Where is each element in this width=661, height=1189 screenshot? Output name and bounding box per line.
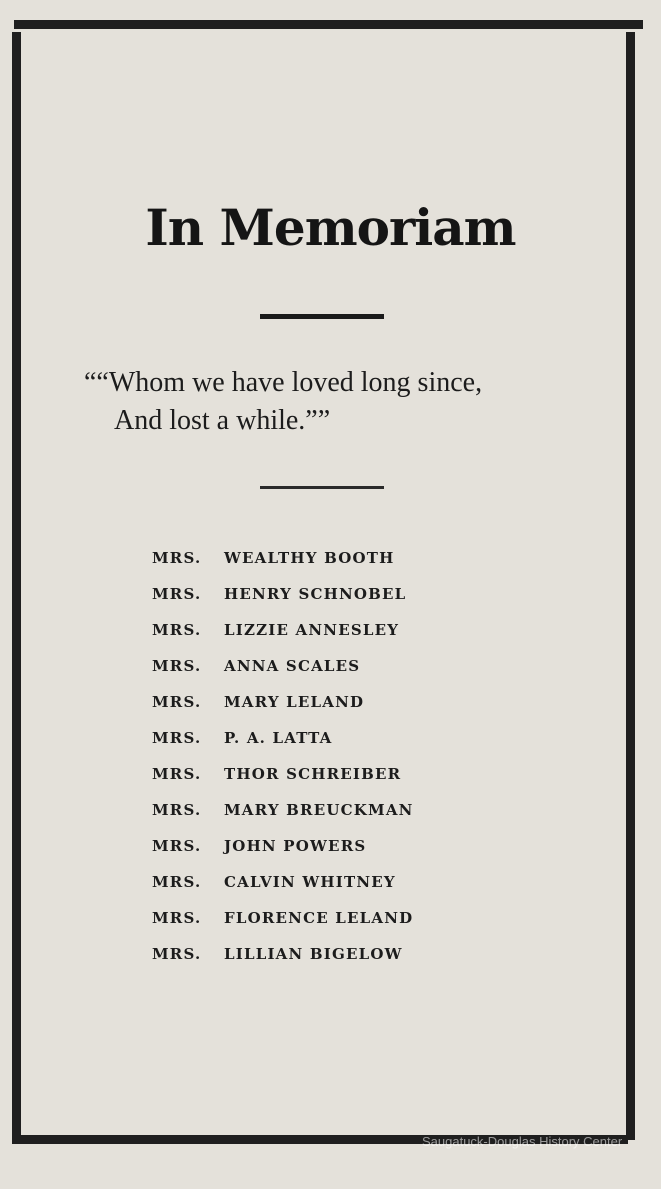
epigraph-line-1: ““Whom we have loved long since,: [84, 367, 483, 398]
member-name: ANNA SCALES: [224, 657, 361, 675]
list-item: [152, 796, 552, 832]
list-item: [152, 904, 552, 940]
honorific: MRS.: [152, 801, 202, 819]
member-name: LILLIAN BIGELOW: [224, 945, 403, 963]
list-item: [152, 760, 552, 796]
member-name: CALVIN WHITNEY: [224, 873, 396, 891]
honorific: MRS.: [152, 945, 202, 963]
list-item: [152, 544, 552, 580]
honorific: MRS.: [152, 621, 202, 639]
border-top: [14, 20, 643, 29]
honorific: MRS.: [152, 729, 202, 747]
list-item: [152, 580, 552, 616]
honorific: MRS.: [152, 909, 202, 927]
page-title: In Memoriam: [145, 198, 516, 257]
honorific: MRS.: [152, 837, 202, 855]
honorific: MRS.: [152, 693, 202, 711]
list-item: [152, 940, 552, 976]
honorific: MRS.: [152, 657, 202, 675]
member-name: MARY BREUCKMAN: [224, 801, 414, 819]
honorific: MRS.: [152, 873, 202, 891]
member-name: P. A. LATTA: [224, 729, 333, 747]
list-item: [152, 616, 552, 652]
list-item: [152, 868, 552, 904]
honorific: MRS.: [152, 765, 202, 783]
title-divider: [260, 314, 384, 319]
honorific: MRS.: [152, 585, 202, 603]
member-name: LIZZIE ANNESLEY: [224, 621, 400, 639]
member-name: WEALTHY BOOTH: [224, 549, 395, 567]
list-item: [152, 652, 552, 688]
member-name: MARY LELAND: [224, 693, 365, 711]
member-name: JOHN POWERS: [224, 837, 367, 855]
member-name: THOR SCHREIBER: [224, 765, 402, 783]
list-item: [152, 724, 552, 760]
list-item: [152, 688, 552, 724]
member-name: FLORENCE LELAND: [224, 909, 414, 927]
epigraph-line-2: And lost a while.””: [114, 405, 331, 436]
watermark: Saugatuck-Douglas History Center: [422, 1134, 623, 1149]
epigraph: [84, 364, 604, 440]
member-name: HENRY SCHNOBEL: [224, 585, 407, 603]
names-list: [152, 544, 552, 976]
quote-divider: [260, 486, 384, 489]
list-item: [152, 832, 552, 868]
honorific: MRS.: [152, 549, 202, 567]
